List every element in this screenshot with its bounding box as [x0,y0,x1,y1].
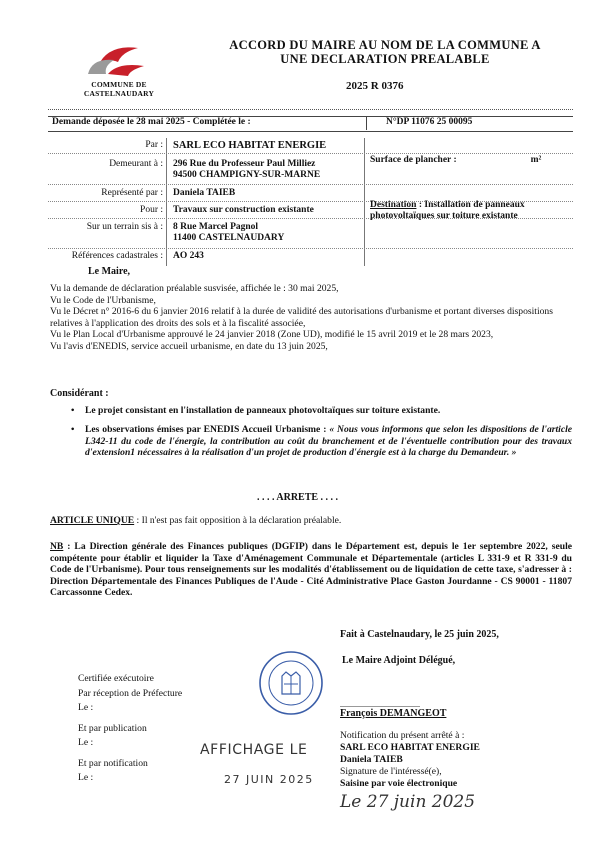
signature-line [340,706,420,707]
row-divider [48,218,573,219]
represente-label: Représenté par : [101,188,163,198]
column-divider [364,138,365,266]
applicant-form [48,138,573,266]
bullet-icon: • [71,405,75,416]
considerant-item: • Les observations émises par ENEDIS Accueil Urbanisme : « Nous vous informons que selon les dispositions de l'article L342-11 du code de l'énergie, la contribution au coût du branchement et de l'éventuelle contribution pour des travaux d'extension1 nécessaires à la réalisation d'un projet de production d'énergie est à la charge du Demandeur. » [71,424,573,459]
terrain-value: 8 Rue Marcel Pagnol 11400 CASTELNAUDARY [173,222,285,243]
column-divider [166,138,167,266]
separator [48,109,573,110]
bullet-icon: • [71,424,75,435]
demeurant-label: Demeurant à : [109,159,163,169]
execution-block: Certifiée exécutoire Par réception de Préfecture Le : Et par publication Le : Et par notification Le : [78,673,183,783]
refs-label: Références cadastrales : [71,251,163,261]
refs-value: AO 243 [173,251,204,261]
row-divider [48,153,573,154]
notification-block: Notification du présent arrêté à : SARL ECO HABITAT ENERGIE Daniela TAIEB Signature de l'intéressé(e), Saisine par voie électronique [340,730,480,789]
destination-field: Destination : Installation de panneaux photovoltaïques sur toiture existante [370,200,525,221]
par-label: Par : [145,140,163,150]
commune-name: COMMUNE DE CASTELNAUDARY [83,80,155,98]
dossier-number: N°DP 11076 25 00095 [386,117,473,127]
surface-field: Surface de plancher : m² [370,155,542,165]
demeurant-value: 296 Rue du Professeur Paul Milliez 94500 CHAMPIGNY-SUR-MARNE [173,159,321,180]
row-divider [48,184,573,185]
considerant-item: • Le projet consistant en l'installation de panneaux photovoltaïques sur toiture existante. [71,405,441,416]
official-seal-icon [258,650,324,716]
represente-value: Daniela TAIEB [173,188,236,198]
reference-number: 2025 R 0376 [346,80,404,92]
pour-value: Travaux sur construction existante [173,205,314,215]
pour-label: Pour : [140,205,163,215]
par-value: SARL ECO HABITAT ENERGIE [173,140,327,151]
article-unique: ARTICLE UNIQUE : Il n'est pas fait opposition à la déclaration préalable. [50,515,342,526]
handwritten-date: Le 27 juin 2025 [340,792,476,812]
signatory-name: François DEMANGEOT [340,708,447,719]
document-title: ACCORD DU MAIRE AU NOM DE LA COMMUNE A UNE DECLARATION PREALABLE [229,38,541,66]
fait-a: Fait à Castelnaudary, le 25 juin 2025, [340,629,499,640]
considerant-heading: Considérant : [50,388,109,399]
le-maire: Le Maire, [88,266,131,277]
terrain-label: Sur un terrain sis à : [86,222,163,232]
visas-block: Vu la demande de déclaration préalable susvisée, affichée le : 30 mai 2025, Vu le Code de l'Urbanisme, Vu le Décret n° 2016-6 du 6 janvier 2016 relatif à la durée de validité des autorisations d'urbanisme et portant diverses dispositions relatives à l'application des droits des sols et à la fiscalité associée, Vu le Plan Local d'Urbanisme approuvé le 24 janvier 2018 (Zone UD), modifié le 15 avril 2019 et le 28 mars 2023, Vu l'avis d'ENEDIS, service accueil urbanisme, en date du 13 juin 2025, [50,283,553,352]
affichage-date-stamp: 27 JUIN 2025 [224,773,314,786]
signatory-role: Le Maire Adjoint Délégué, [342,655,456,666]
affichage-stamp: AFFICHAGE LE [200,742,308,758]
deposit-header-divider [366,116,367,130]
deposit-date: Demande déposée le 28 mai 2025 - Complétée le : [52,117,251,127]
arrete-heading: . . . . ARRETE . . . . [256,492,339,503]
nb-paragraph: NB : La Direction générale des Finances publiques (DGFIP) dans le Département est, depuis le 1er septembre 2022, seule compétente pour établir et liquider la Taxe d'Aménagement Communale et Départementale (articles L 331-9 et R 331-9 du Code de l'Urbanisme). Pour tous renseignements sur les modalités d'établissement ou de liquidation de cette taxe, s'adresser à : Direction Départementale des Finances Publiques de l'Aude - Cité Administrative Place Gaston Jourdanne - CS 90001 - 11807 Carcassonne Cedex. [50,541,572,599]
row-divider [48,248,573,249]
